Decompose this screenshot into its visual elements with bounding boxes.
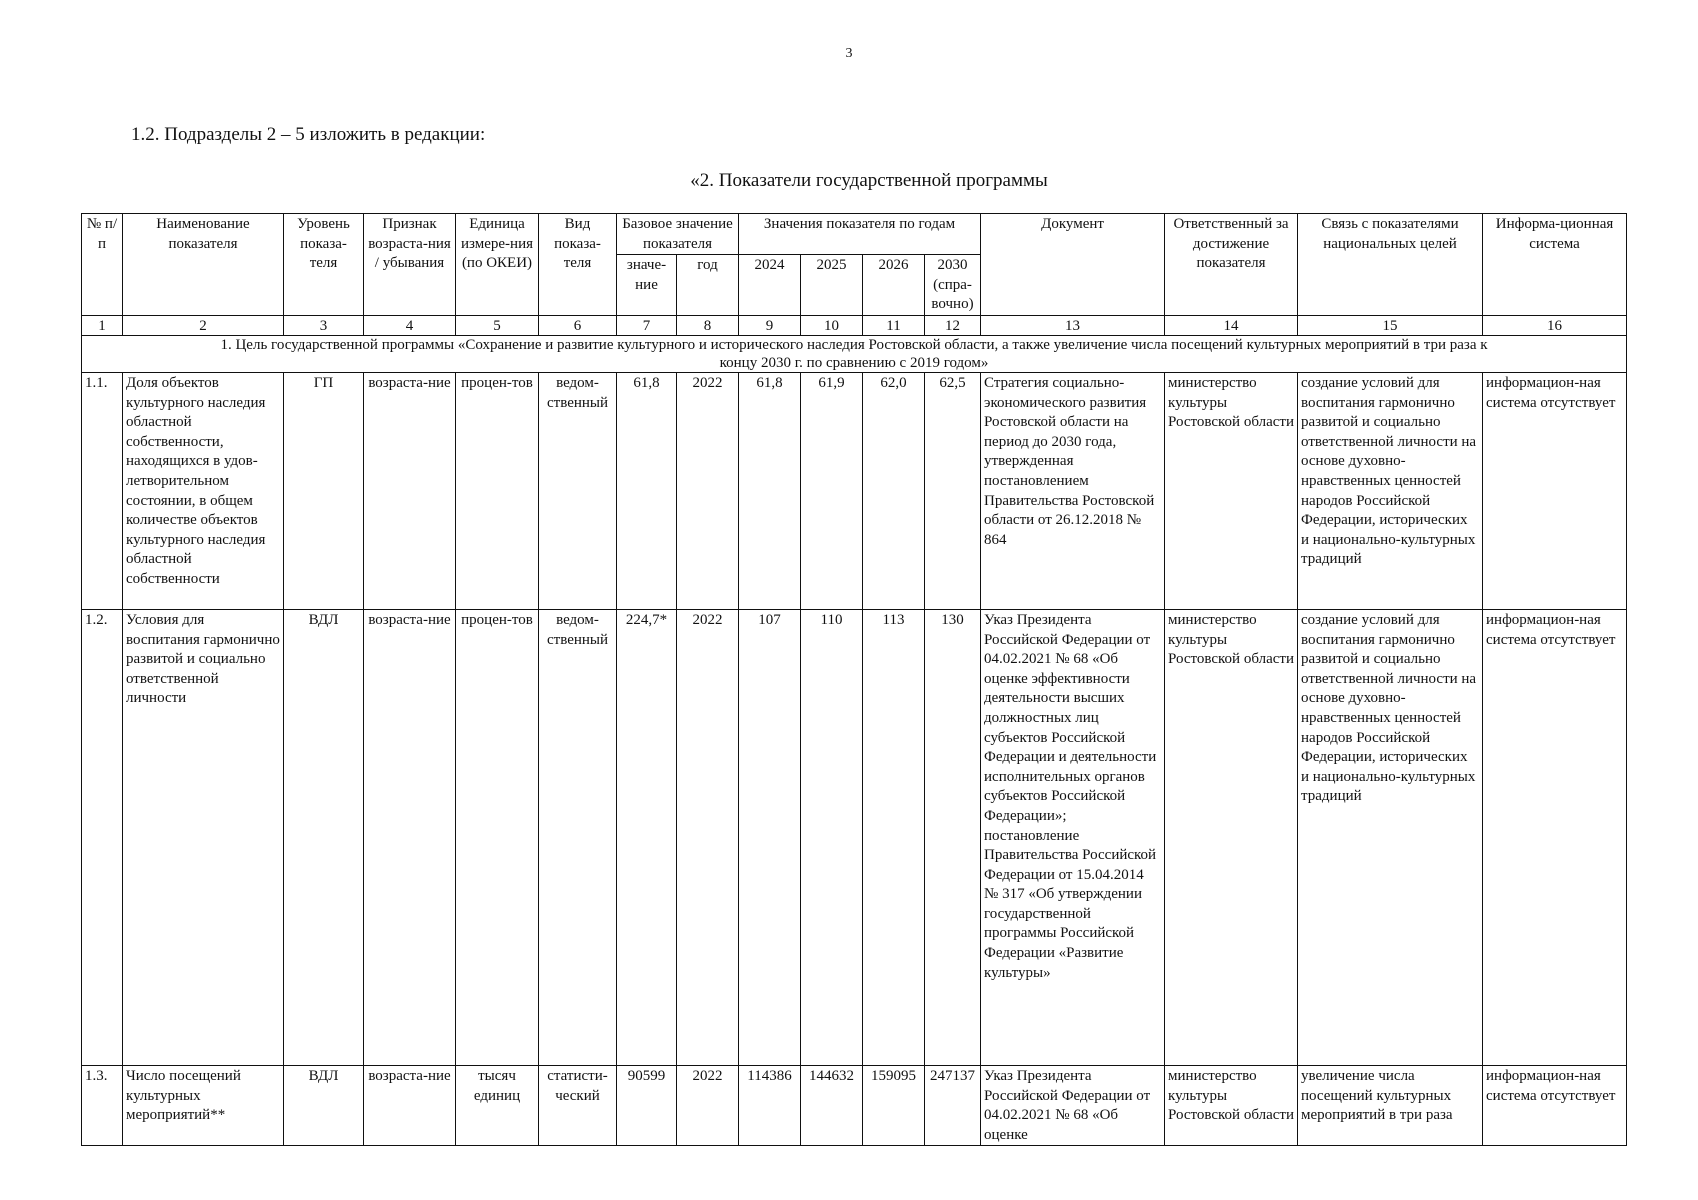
row-value-2024: 61,8 <box>739 372 801 609</box>
table-row <box>82 1065 1627 1145</box>
header-trend: Признак возраста-ния / убывания <box>364 214 456 316</box>
header-year-2026: 2026 <box>863 255 925 316</box>
intro-paragraph: 1.2. Подразделы 2 – 5 изложить в редакции: <box>131 124 486 145</box>
row-value-2030: 247137 <box>925 1065 981 1145</box>
row-info-system: информацион-ная система отсутствует <box>1483 609 1627 1065</box>
row-value-2024: 107 <box>739 609 801 1065</box>
row-value-2026: 62,0 <box>863 372 925 609</box>
col-number: 13 <box>981 315 1165 335</box>
col-number: 7 <box>617 315 677 335</box>
header-name: Наименование показателя <box>123 214 284 316</box>
row-national-goal: создание условий для воспитания гармонично развитой и социально ответственной личности на основе духовно-нравственных ценностей народов Российской Федерации, исторических и национально-культурных традиций <box>1298 372 1483 609</box>
row-type: ведом-ственный <box>539 372 617 609</box>
row-value-2026: 113 <box>863 609 925 1065</box>
row-value-2030: 130 <box>925 609 981 1065</box>
row-level: ВДЛ <box>284 609 364 1065</box>
header-base-value: значе-ние <box>617 255 677 316</box>
col-number: 2 <box>123 315 284 335</box>
row-value-2026: 159095 <box>863 1065 925 1145</box>
row-num: 1.2. <box>82 609 123 1065</box>
header-year-2024: 2024 <box>739 255 801 316</box>
row-value-2024: 114386 <box>739 1065 801 1145</box>
indicators-table <box>81 213 1627 1146</box>
row-unit: тысяч единиц <box>456 1065 539 1145</box>
header-document: Документ <box>981 214 1165 316</box>
col-number: 3 <box>284 315 364 335</box>
row-info-system: информацион-ная система отсутствует <box>1483 372 1627 609</box>
row-value-2025: 61,9 <box>801 372 863 609</box>
header-info-system: Информа-ционная система <box>1483 214 1627 316</box>
header-level: Уровень показа-теля <box>284 214 364 316</box>
header-base: Базовое значение показателя <box>617 214 739 255</box>
col-number: 5 <box>456 315 539 335</box>
col-number: 9 <box>739 315 801 335</box>
row-level: ВДЛ <box>284 1065 364 1145</box>
page-number: 3 <box>845 46 853 61</box>
header-year-2030: 2030 (спра-вочно) <box>925 255 981 316</box>
header-num: № п/п <box>82 214 123 316</box>
row-national-goal: создание условий для воспитания гармонично развитой и социально ответственной личности на основе духовно-нравственных ценностей народов Российской Федерации, исторических и национально-культурных традиций <box>1298 609 1483 1065</box>
row-type: ведом-ственный <box>539 609 617 1065</box>
header-row-1 <box>82 214 1627 255</box>
row-name: Число посещений культурных мероприятий** <box>123 1065 284 1145</box>
row-base-value: 61,8 <box>617 372 677 609</box>
col-number: 11 <box>863 315 925 335</box>
row-num: 1.3. <box>82 1065 123 1145</box>
row-responsible: министерство культуры Ростовской области <box>1165 372 1298 609</box>
row-base-year: 2022 <box>677 372 739 609</box>
row-base-year: 2022 <box>677 609 739 1065</box>
table-row <box>82 609 1627 1065</box>
row-document: Указ Президента Российской Федерации от 04.02.2021 № 68 «Об оценке <box>981 1065 1165 1145</box>
row-document: Стратегия социально-экономического развития Ростовской области на период до 2030 года, утвержденная постановлением Правительства Ростовской области от 26.12.2018 № 864 <box>981 372 1165 609</box>
row-responsible: министерство культуры Ростовской области <box>1165 1065 1298 1145</box>
col-number: 16 <box>1483 315 1627 335</box>
row-value-2025: 110 <box>801 609 863 1065</box>
row-value-2030: 62,5 <box>925 372 981 609</box>
row-responsible: министерство культуры Ростовской области <box>1165 609 1298 1065</box>
header-national-goal: Связь с показателями национальных целей <box>1298 214 1483 316</box>
row-trend: возраста-ние <box>364 372 456 609</box>
header-year-2025: 2025 <box>801 255 863 316</box>
row-info-system: информацион-ная система отсутствует <box>1483 1065 1627 1145</box>
col-number: 12 <box>925 315 981 335</box>
row-name: Доля объектов культурного наследия областной собственности, находящихся в удов-летворительном состоянии, в общем количестве объектов культурного наследия областной собственности <box>123 372 284 609</box>
row-base-value: 90599 <box>617 1065 677 1145</box>
goal-text: 1. Цель государственной программы «Сохранение и развитие культурного и исторического наследия Ростовской области, а также увеличение числа посещений культурных мероприятий в три раза к концу 2030 г. по сравнению с 2019 годом» <box>82 335 1627 372</box>
row-unit: процен-тов <box>456 609 539 1065</box>
row-trend: возраста-ние <box>364 1065 456 1145</box>
header-responsible: Ответственный за достижение показателя <box>1165 214 1298 316</box>
row-base-year: 2022 <box>677 1065 739 1145</box>
column-numbers-row <box>82 315 1627 335</box>
col-number: 6 <box>539 315 617 335</box>
goal-row <box>82 335 1627 372</box>
row-unit: процен-тов <box>456 372 539 609</box>
row-value-2025: 144632 <box>801 1065 863 1145</box>
row-base-value: 224,7* <box>617 609 677 1065</box>
row-document: Указ Президента Российской Федерации от 04.02.2021 № 68 «Об оценке эффективности деятельности высших должностных лиц субъектов Российской Федерации и деятельности исполнительных органов субъектов Российской Федерации»; постановление Правительства Российской Федерации от 15.04.2014 № 317 «Об утверждении государственной программы Российской Федерации «Развитие культуры» <box>981 609 1165 1065</box>
col-number: 4 <box>364 315 456 335</box>
row-trend: возраста-ние <box>364 609 456 1065</box>
col-number: 10 <box>801 315 863 335</box>
row-name: Условия для воспитания гармонично развитой и социально ответственной личности <box>123 609 284 1065</box>
section-heading: «2. Показатели государственной программы <box>690 170 1048 191</box>
col-number: 8 <box>677 315 739 335</box>
row-num: 1.1. <box>82 372 123 609</box>
col-number: 15 <box>1298 315 1483 335</box>
col-number: 14 <box>1165 315 1298 335</box>
header-type: Вид показа-теля <box>539 214 617 316</box>
row-national-goal: увеличение числа посещений культурных мероприятий в три раза <box>1298 1065 1483 1145</box>
table-row <box>82 372 1627 609</box>
row-level: ГП <box>284 372 364 609</box>
col-number: 1 <box>82 315 123 335</box>
header-base-year: год <box>677 255 739 316</box>
row-type: статисти-ческий <box>539 1065 617 1145</box>
header-unit: Единица измере-ния (по ОКЕИ) <box>456 214 539 316</box>
header-values: Значения показателя по годам <box>739 214 981 255</box>
